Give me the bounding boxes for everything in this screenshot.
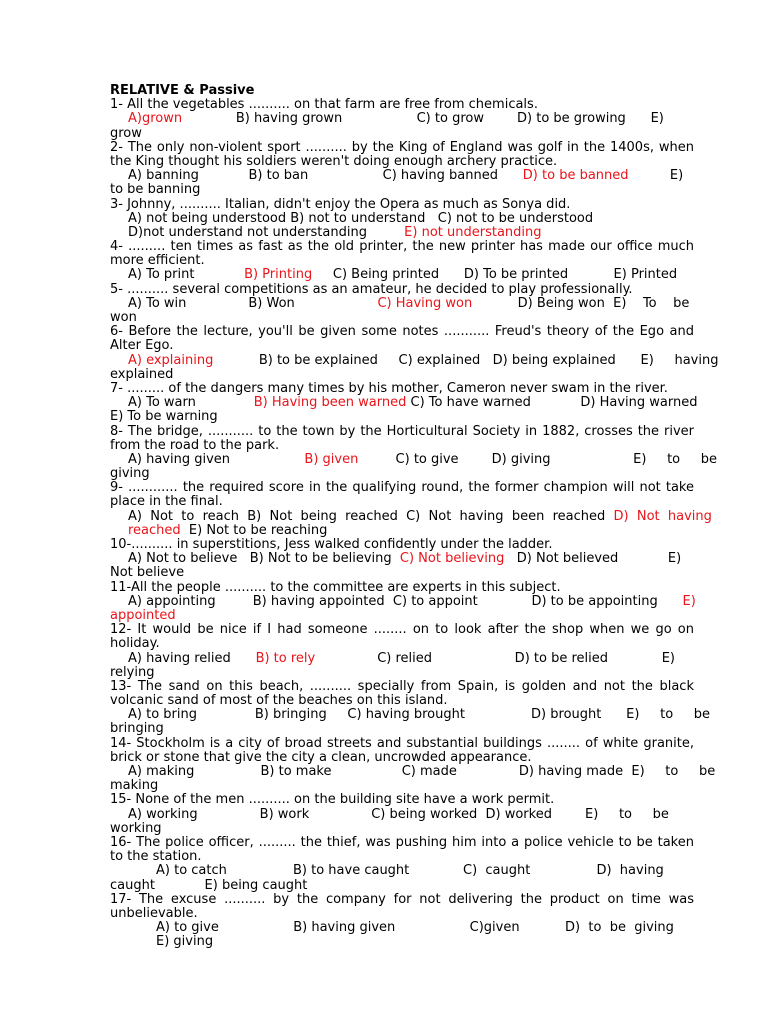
text-line [110,680,694,694]
answer-option: D) Not having [613,508,712,524]
text-segment: the King thought his soldiers weren't doing enough archery practice. [110,153,558,169]
text-segment: relying [110,664,155,680]
text-segment: B) to be explained C) explained D) being explained E) having [213,352,719,368]
text-line [110,552,694,566]
text-line [110,836,694,850]
text-segment: 2- The only non-violent sport .......... by the King of England was golf in the 1400s, when [110,140,694,155]
text-line [110,212,694,226]
text-segment: explained [110,366,174,382]
text-segment: 9- ............ the required score in the qualifying round, the former champion will not take [110,481,694,496]
worksheet [110,83,719,950]
text-line [110,410,694,424]
text-segment: 1- All the vegetables .......... on that farm are free from chemicals. [110,97,538,113]
text-segment: D)not understand not understanding [128,224,405,240]
text-line [110,524,694,538]
text-segment: A) Not to reach B) Not being reached C) Not having been reached [128,508,614,524]
text-line [110,395,698,411]
text-line [110,297,694,311]
text-segment: A) to bring B) bringing C) having brought D) brought E) to be [128,707,711,723]
text-segment: A) Not to believe B) Not to be believing [128,551,400,567]
text-line [110,240,694,254]
text-segment: Not believe [110,565,185,581]
text-segment: 17- The excuse .......... by the company for not delivering the product on time was [110,892,694,907]
text-segment: A) appointing B) having appointed C) to appoint D) to be appointing [128,593,683,609]
text-segment: working [110,820,162,836]
text-segment: A) To print [128,267,245,283]
text-line [110,495,694,509]
text-line [110,779,694,793]
text-line [110,481,694,495]
text-segment: A) not being understood B) not to understand C) not to be understood [128,210,594,226]
text-line [110,311,694,325]
text-segment: E) Not to be reaching [180,522,328,538]
text-line [110,169,694,183]
text-segment: C) To have warned D) Having warned [406,395,698,411]
text-segment: B) having grown C) to grow D) to be growing E) [182,111,664,127]
text-line [110,822,694,836]
answer-option: reached [128,522,181,538]
text-segment: A) banning B) to ban C) having banned [128,168,523,184]
text-segment: place in the final. [110,494,223,510]
text-line [110,127,694,141]
answer-option: C) Having won [377,295,473,311]
answer-option: A)grown [128,111,183,127]
text-line [110,893,694,907]
text-line [110,623,694,637]
text-line [110,707,711,723]
text-segment: D) Not believed E) [504,551,682,567]
text-segment: 5- .......... several competitions as an amateur, he decided to play professionally. [110,281,633,297]
text-line [110,581,694,595]
text-line [110,609,694,623]
text-line [110,864,694,878]
text-segment: Alter Ego. [110,338,174,354]
text-segment: A) To win B) Won [128,295,378,311]
text-segment: grow [110,125,142,141]
text-segment: giving [110,466,150,482]
answer-option: E) not understanding [404,224,542,240]
text-line [110,850,694,864]
text-line [110,141,694,155]
text-segment: more efficient. [110,253,205,269]
text-line [110,764,716,780]
text-segment: A) to catch B) to have caught C) caught D) having [156,863,664,879]
answer-option: appointed [110,607,176,623]
text-line [110,155,694,169]
text-line [110,339,694,353]
text-segment: holiday. [110,636,160,652]
text-line [110,183,694,197]
text-line [110,382,694,396]
text-line [110,907,694,921]
text-segment: brick or stone that give the city a clean, uncrowded appearance. [110,749,532,765]
text-line [110,325,694,339]
text-line [110,198,694,212]
text-line [110,694,694,708]
worksheet-title: RELATIVE & Passive [110,83,255,98]
text-line [110,451,718,467]
text-segment: 7- ......... of the dangers many times by his mother, Cameron never swam in the river. [110,380,668,396]
answer-option: B) given [304,451,359,467]
text-segment: 4- ......... ten times as fast as the old printer, the new printer has made our office much [110,240,694,255]
text-segment: 6- Before the lecture, you'll be given some notes ........... Freud's theory of the Ego and [110,325,694,340]
text-line [110,425,694,439]
text-line [110,254,694,268]
text-segment: unbelievable. [110,905,198,921]
text-segment: 13- The sand on this beach, .......... specially from Spain, is golden and not the black [110,679,694,694]
text-segment: C) relied D) to be relied E) [315,650,675,666]
text-segment: won [110,310,137,326]
text-segment: C) to give D) giving E) to be [358,451,718,467]
text-line [110,793,694,807]
text-segment: 8- The bridge, ........... to the town by the Horticultural Society in 1882, crosses the river [110,424,694,439]
text-line [110,467,694,481]
answer-option: B) Printing [244,267,313,283]
text-segment: A) making B) to make C) made D) having made E) to be [128,764,716,780]
answer-option: B) Having been warned [253,395,407,411]
text-line [110,566,694,580]
text-line [110,226,694,240]
answer-option: C) Not believing [399,551,505,567]
text-segment: A) having given [128,451,305,467]
text-segment: 3- Johnny, .......... Italian, didn't enjoy the Opera as much as Sonya did. [110,196,571,212]
text-line [110,921,694,935]
text-segment: 10-.......... in superstitions, Jess walked confidently under the ladder. [110,537,553,553]
text-line [110,666,694,680]
text-segment: 15- None of the men .......... on the building site have a work permit. [110,792,555,808]
text-line [110,751,694,765]
text-segment: E) giving [156,934,214,950]
text-segment: 14- Stockholm is a city of broad streets and substantial buildings ........ of white granite, [110,736,694,751]
answer-option: A) explaining [128,352,214,368]
text-line [110,652,694,666]
text-line [110,368,694,382]
text-line [110,538,694,552]
text-segment: volcanic sand of most of the beaches on this island. [110,693,448,709]
text-segment: caught E) being caught [110,877,308,893]
text-segment: 16- The police officer, ......... the thief, was pushing him into a police vehicle to be taken [110,835,694,850]
text-line [110,508,712,524]
text-line [110,112,694,126]
text-segment: from the road to the park. [110,437,280,453]
text-line [110,352,719,368]
text-line [110,808,694,822]
answer-option: D) to be banned [522,168,629,184]
text-segment: 12- It would be nice if I had someone ........ on to look after the shop when we go on [110,623,694,638]
text-line [110,737,694,751]
text-segment: making [110,778,159,794]
answer-option: B) to rely [255,650,316,666]
text-line [110,637,694,651]
text-segment: A) To warn [128,395,254,411]
text-segment: to be banning [110,182,201,198]
text-line [110,98,694,112]
text-line [110,268,694,282]
text-segment: 11-All the people .......... to the committee are experts in this subject. [110,579,561,595]
text-segment: to the station. [110,849,202,865]
answer-option: E) [682,593,696,609]
text-line [110,595,694,609]
text-line [110,935,694,949]
text-segment: C) Being printed D) To be printed E) Printed [312,267,678,283]
text-segment: A) having relied [128,650,256,666]
text-segment: A) to give B) having given C)given D) to be giving [156,920,674,936]
text-segment: bringing [110,721,164,737]
text-segment: E) To be warning [110,409,218,425]
text-segment: A) working B) work C) being worked D) worked E) to be [128,806,669,822]
text-line [110,283,694,297]
text-line [110,722,694,736]
text-segment: D) Being won E) To be [472,295,690,311]
question-lines [110,97,719,950]
text-line [110,439,694,453]
text-line [110,879,694,893]
text-segment: E) [628,168,684,184]
